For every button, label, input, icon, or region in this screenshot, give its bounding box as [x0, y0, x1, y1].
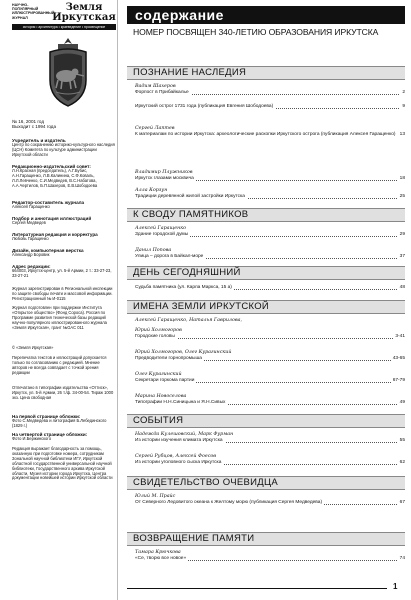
issue-frequency: Выходит с 1994 года	[12, 124, 57, 130]
entry-title: Типографии Н.Н.Синицына и Я.Н.Сивых	[135, 400, 226, 405]
imprint-block	[12, 232, 116, 242]
imprint-heading: На первой странице обложки:	[12, 414, 81, 419]
imprint-block	[12, 264, 116, 279]
imprint-heading: Дизайн, компьютерная верстка	[12, 248, 84, 253]
entry-page: 25	[399, 194, 405, 199]
entry-title: Улица – дорога в Байкал-море	[135, 254, 204, 259]
imprint-text: Журнал подготовлен при поддержке Института «Открытое общество» (Фонд Сороса). Россия по Программе развития технической базы редакций научно-популярного иллюстрированного журнала «Земля Иркутская», грант №GAC 011	[12, 305, 107, 330]
imprint-text: Александр Боровик	[12, 252, 50, 258]
toc-entry[interactable]	[135, 126, 405, 138]
imprint-text: Центр по сохранению историко-культурного наследия (ЦСН) Комитета по культуре администрации Иркутской области	[12, 142, 115, 158]
imprint-text: Сергей Медведев	[12, 220, 46, 226]
entry-title: Секретари горкома партии	[135, 378, 195, 383]
section-heading	[127, 476, 405, 490]
entry-author: Алексей Гаращенко, Наталья Гаврилова,	[135, 318, 243, 323]
entry-title: Судьба памятника (ул. Карла Маркса, 15 а)	[135, 285, 232, 290]
entry-title-line	[135, 90, 405, 96]
toc-entry[interactable]	[135, 285, 405, 291]
entry-title-line	[135, 400, 405, 406]
entry-title: Предводители горнопромыша	[135, 356, 202, 361]
imprint-text: © «Земля Иркутская»	[12, 345, 54, 350]
contents-column	[127, 0, 405, 600]
entry-author: Алла Корзун	[135, 188, 168, 193]
imprint-block	[12, 200, 116, 210]
entry-title-line	[135, 500, 405, 506]
entry-title: Форпост в Прибайкалье	[135, 90, 189, 95]
imprint-text: Фото И.Бержинского	[12, 436, 51, 442]
entry-title-line	[135, 254, 405, 260]
imprint-block	[12, 216, 116, 226]
imprint-heading: Литературная редакция и корректура	[12, 232, 98, 237]
imprint-heading: Подбор и аннотация иллюстраций	[12, 216, 92, 221]
imprint-text: Журнал зарегистрирован в Региональной инспекции по защите свободы печати и массовой информации. Регистрационный № И-0115	[12, 286, 113, 301]
entry-title-line	[135, 104, 405, 110]
section-title: ДЕНЬ СЕГОДНЯШНИЙ	[133, 267, 241, 278]
imprint-block	[12, 386, 116, 401]
entry-page: 48	[399, 285, 405, 290]
imprint-text: Редакция выражает благодарность за помощь, оказанную при подготовке номера, сотрудникам Зональной научной библиотеки ИГУ, Иркутской областной государственной универсальной научной библиотеки, Государственного архива Иркутской области, Музея истории города Иркутска, Центра документации новейшей истории Иркутской области	[12, 446, 113, 481]
section-heading	[127, 66, 405, 80]
entry-title: Иркутск глазами москвича	[135, 176, 194, 181]
toc-entry[interactable]	[135, 454, 405, 466]
imprint-column	[0, 0, 117, 600]
city-seal-icon	[42, 36, 94, 110]
section-heading	[127, 208, 405, 222]
imprint-heading: На четвертой странице обложки:	[12, 432, 88, 437]
entry-title: Иркутский острог 1731 года (публикация Евгения Шободоева)	[135, 104, 274, 109]
entry-title-line	[135, 176, 405, 182]
entry-title: Из истории уголовного сыска Иркутска	[135, 460, 222, 465]
page-number: 1	[393, 582, 398, 591]
masthead-tagline: НАУЧНО-ПОПУЛЯРНЫЙ ИЛЛЮСТРИРОВАННЫЙ ЖУРНАЛ	[12, 3, 55, 20]
toc-entry[interactable]	[135, 226, 405, 238]
entry-title: «Се, творю все новое»	[135, 556, 187, 561]
section-title: ПОЗНАНИЕ НАСЛЕДИЯ	[133, 67, 247, 78]
entry-page: 18	[399, 176, 405, 181]
toc-entry[interactable]	[135, 104, 405, 110]
imprint-heading: Редакционно-издательский совет:	[12, 164, 91, 169]
entry-title: От Северного Ледовитого океана к Желтому морю (публикация Сергея Медведева)	[135, 500, 323, 505]
section-heading	[127, 266, 405, 280]
toc-entry[interactable]	[135, 188, 405, 200]
section-title: К СВОДУ ПАМЯТНИКОВ	[133, 209, 249, 220]
imprint-text: Отпечатано в типографии издательства «Оттиск», Иркутск, ул. 5-й Армии, 26 т./ф. 34-00-54. Тираж 1000 экз. Цена свободная	[12, 385, 114, 400]
entry-author: Вадим Шахеров	[135, 84, 176, 89]
entry-author: Алексей Гаращенко	[135, 226, 187, 231]
column-divider	[117, 0, 118, 600]
entry-page: 43-65	[392, 356, 405, 361]
imprint-block	[12, 356, 116, 376]
section-title: СОБЫТИЯ	[133, 415, 184, 426]
contents-title-bar	[127, 6, 405, 24]
entry-page: 67-79	[392, 378, 405, 383]
contents-subtitle: НОМЕР ПОСВЯЩЕН 340-ЛЕТИЮ ОБРАЗОВАНИЯ ИРКУТСКА	[133, 27, 379, 37]
issue-number: № 16, 2001 год	[12, 119, 45, 124]
entry-title-line	[135, 378, 405, 384]
imprint-text: Фото С.Медведева и литография Б.Лебединского (1829 г.)	[12, 418, 107, 429]
entry-title: Здание городской думы	[135, 232, 189, 237]
entry-title-line	[135, 556, 405, 562]
imprint-block	[12, 306, 116, 331]
toc-entry[interactable]	[135, 372, 405, 384]
imprint-text: Алексей Гаращенко	[12, 204, 50, 210]
imprint-heading: Редактор-составитель журнала	[12, 200, 85, 205]
toc-entry[interactable]	[135, 170, 405, 182]
imprint-block	[12, 432, 116, 442]
toc-entry[interactable]	[135, 84, 405, 96]
entry-author: Тамара Крючкова	[135, 550, 181, 555]
masthead-band: история • архитектура • краеведение • просвещение	[12, 24, 116, 30]
entry-page: 67	[399, 500, 405, 505]
imprint-heading: Адрес редакции:	[12, 264, 51, 269]
imprint-heading: Учредитель и издатель	[12, 138, 66, 143]
toc-entry[interactable]	[135, 350, 405, 362]
section-heading	[127, 300, 405, 314]
entry-page: 3-41	[395, 334, 405, 339]
imprint-block	[12, 287, 116, 302]
entry-author: Юрий Холмогоров	[135, 328, 182, 333]
section-heading	[127, 414, 405, 428]
section-heading	[127, 532, 405, 546]
footer-rule	[127, 588, 387, 589]
toc-entry[interactable]	[135, 494, 405, 506]
entry-page: 29	[399, 232, 405, 237]
entry-title-line	[135, 460, 405, 466]
entry-title: Городские головы	[135, 334, 175, 339]
imprint-block	[12, 346, 116, 351]
toc-entry[interactable]	[135, 248, 405, 260]
entry-author: Юлий М. Прайс	[135, 494, 176, 499]
entry-author: Олег Курагинский	[135, 372, 182, 377]
section-title: СВИДЕТЕЛЬСТВО ОЧЕВИДЦА	[133, 477, 279, 488]
entry-author: Сергей Лаптев	[135, 126, 175, 131]
entry-title-line	[135, 438, 405, 444]
entry-page: 62	[399, 460, 405, 465]
entry-author: Надежда Кулешовский, Марк Фурман	[135, 432, 234, 437]
entry-page: 55	[399, 438, 405, 443]
entry-title: Из истории изучения климата Иркутска	[135, 438, 223, 443]
imprint-block	[12, 447, 116, 481]
entry-author: Владимир Плужников	[135, 170, 193, 175]
issue-info	[12, 119, 116, 130]
entry-title-line	[135, 356, 405, 362]
imprint-block	[12, 248, 116, 258]
entry-author: Сергей Рубцов, Алексей Фоесов	[135, 454, 217, 459]
entry-title-line	[135, 232, 405, 238]
toc-entry[interactable]	[135, 328, 405, 340]
entry-page: 74	[399, 556, 405, 561]
entry-page: 13	[399, 132, 405, 137]
section-title: ИМЕНА ЗЕМЛИ ИРКУТСКОЙ	[133, 301, 270, 312]
imprint-block	[12, 138, 116, 158]
imprint-text: Л.Н.Красная (председатель), А.Г.Бубис, А.Н.Гаращенко, Л.В.Калинина, С.Ф.Коваль, Л.Л.Левченко, С.И.Медведев, В.С.Набатова, А.А.Чертилов, Б.П.Шахеров, Е.В.Шободоева	[12, 168, 98, 188]
masthead-title: Земля Иркутская	[52, 2, 116, 23]
imprint-text: Любовь Гаращенко	[12, 236, 49, 242]
toc-entry[interactable]	[135, 432, 405, 444]
entry-page: 9	[402, 104, 405, 109]
imprint-block	[12, 164, 116, 189]
entry-title-line	[135, 285, 405, 291]
imprint-text: Перепечатка текстов и иллюстраций допускается только по согласованию с редакцией. Мнение авторов не всегда совпадает с точкой зрения редакции	[12, 355, 107, 375]
toc-entry[interactable]	[135, 318, 405, 324]
entry-page: 49	[399, 400, 405, 405]
entry-title-line	[135, 334, 405, 340]
contents-title: содержание	[135, 7, 224, 23]
section-title: ВОЗВРАЩЕНИЕ ПАМЯТИ	[133, 533, 255, 544]
entry-page: 37	[399, 254, 405, 259]
imprint-text: 664003, Иркутск-центр, ул. 5-й Армии, 2 т.: 33-27-23, 33-27-21	[12, 268, 112, 279]
imprint-block	[12, 414, 116, 429]
toc-entry[interactable]	[135, 550, 405, 562]
toc-entry[interactable]	[135, 394, 405, 406]
entry-title: Традиции деревянной жилой застройки Иркутска	[135, 194, 245, 199]
entry-author: Юрий Холмогоров, Олег Курагинский	[135, 350, 232, 355]
entry-author: Марина Новоселова	[135, 394, 187, 399]
entry-title-line	[135, 194, 405, 200]
entry-author: Данил Попова	[135, 248, 172, 253]
entry-page: 2	[402, 90, 405, 95]
entry-title: К материалам по истории Иркутска: археологические раскопки Иркутского острога (публикация Алексея Гаращенко)	[135, 132, 396, 137]
entry-title-line	[135, 132, 405, 138]
